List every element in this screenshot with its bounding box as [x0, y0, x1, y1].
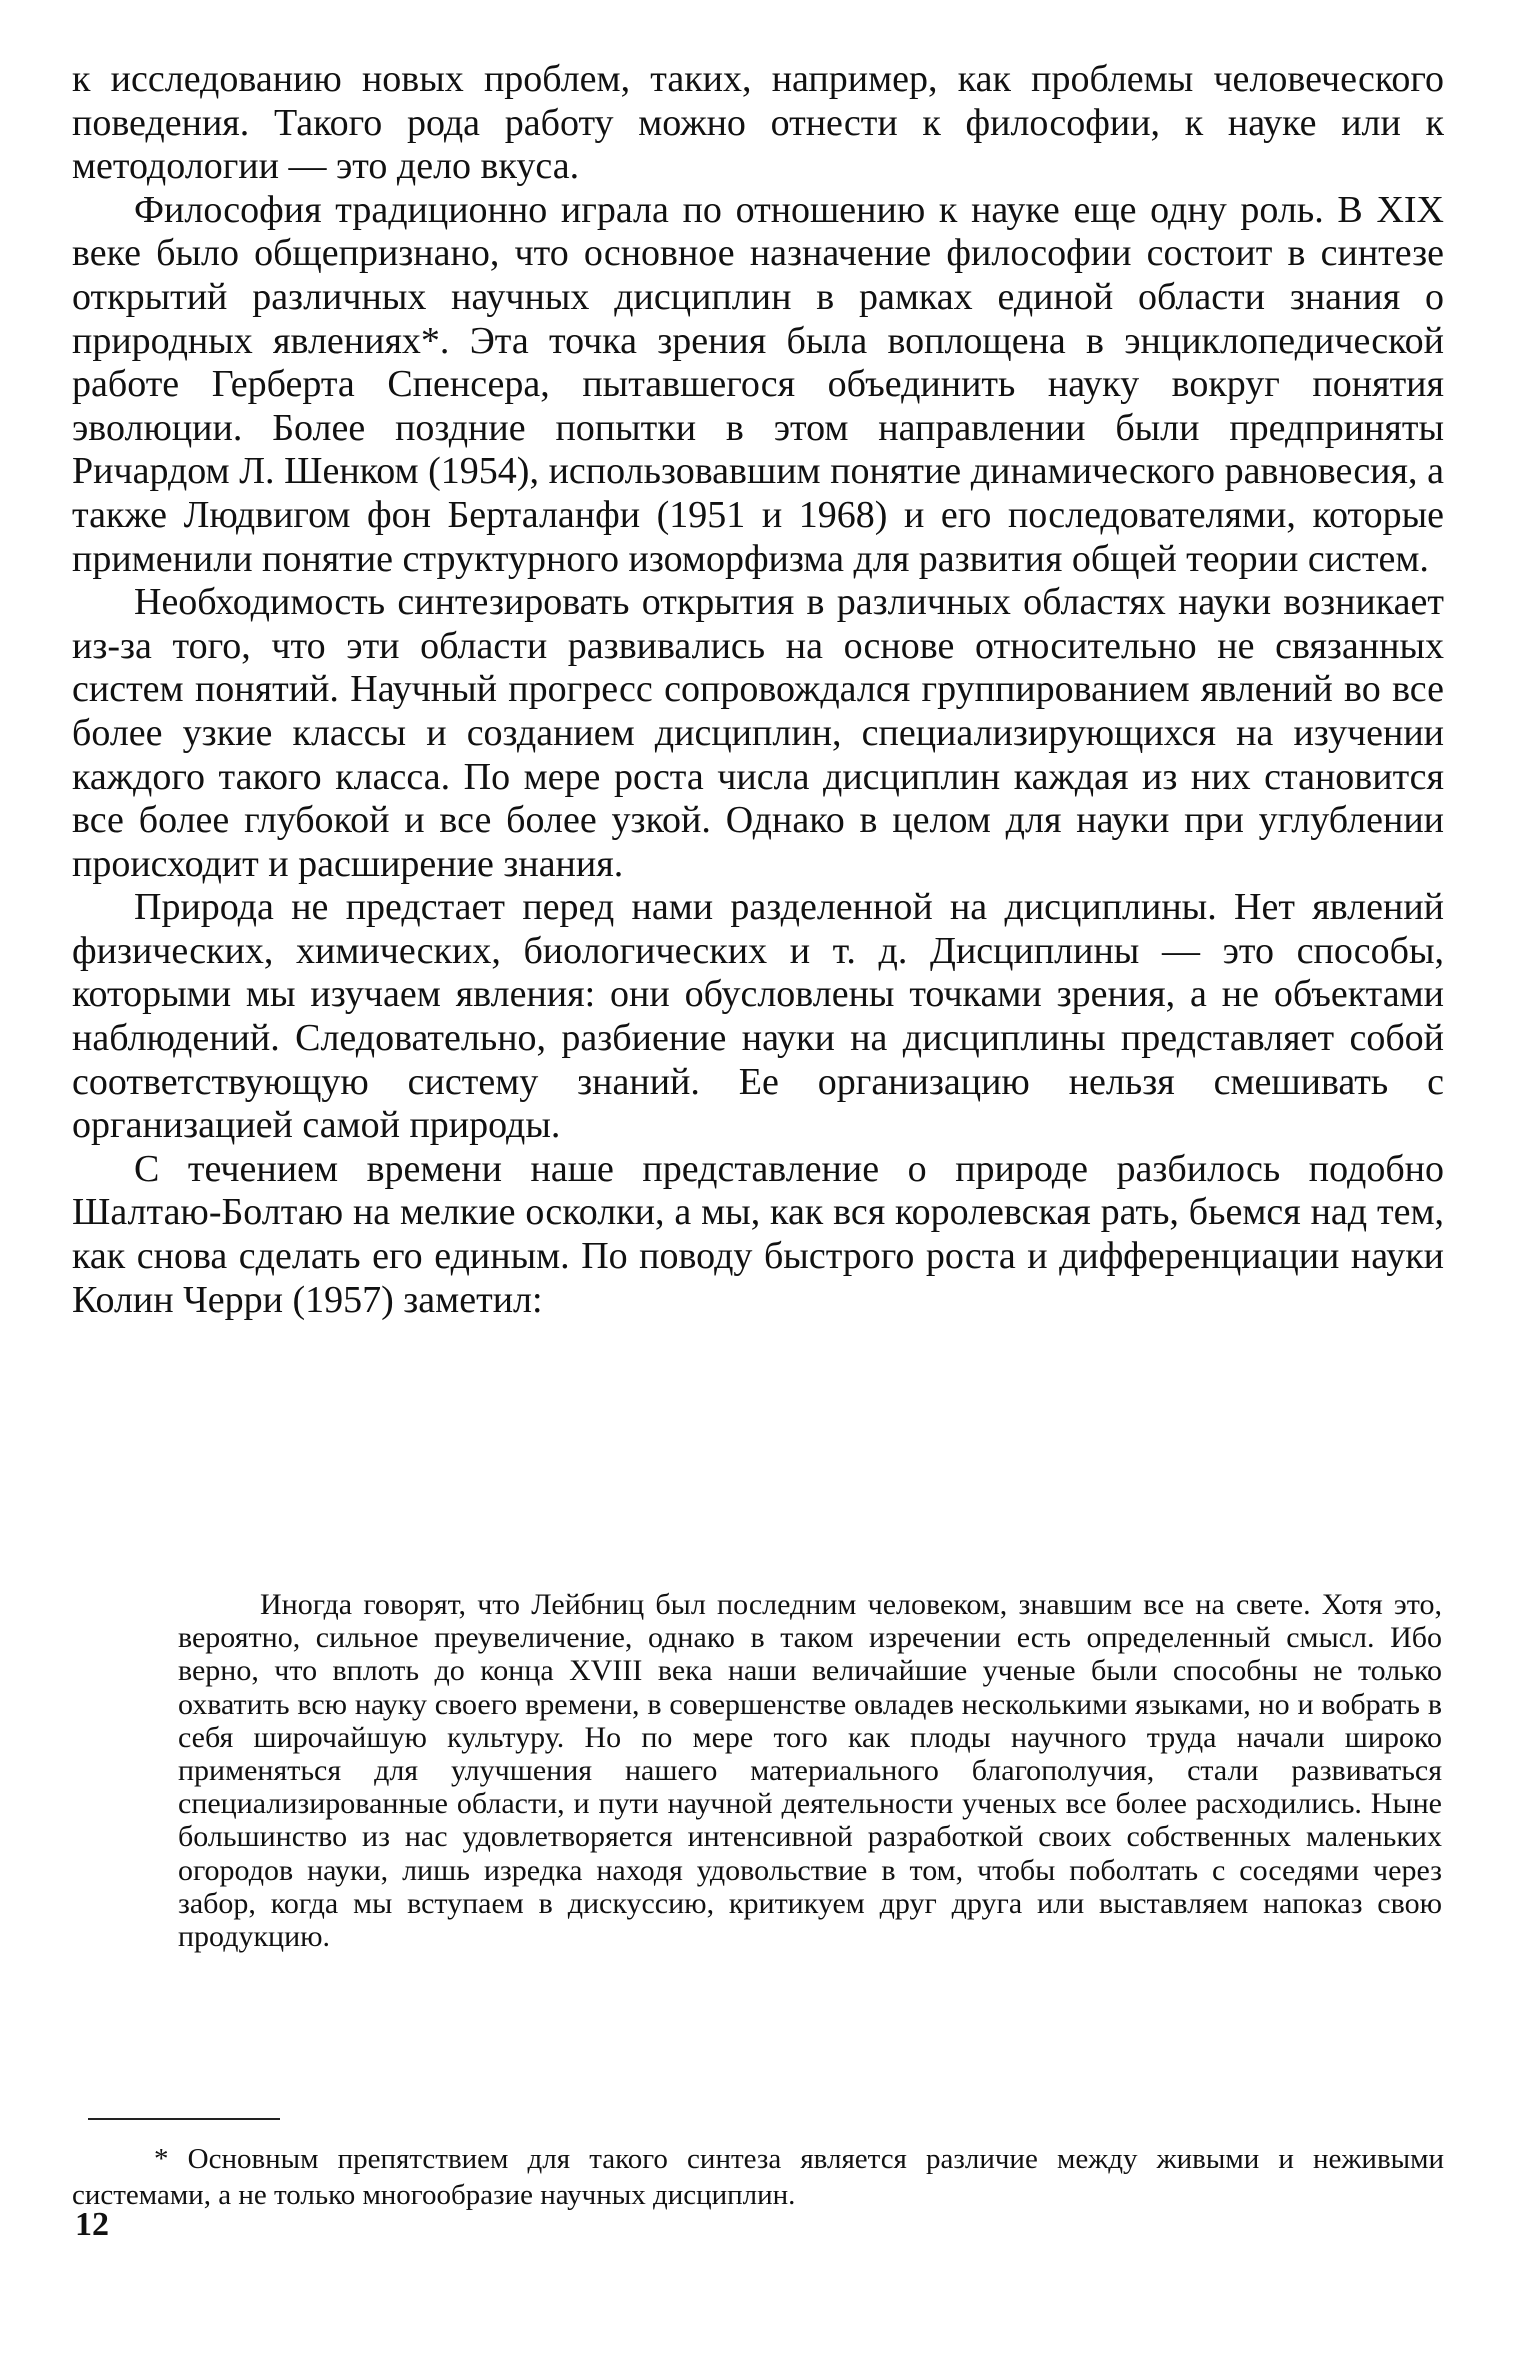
paragraph-synthesis-need: Необходимость синтезировать открытия в различных областях науки возникает из-за того, что эти области развивались на основе относительно не связанных систем понятий. Научный прогресс сопровождался группированием явлений во все более узкие классы и созданием дисциплин, специализирующихся на изучении каждого такого класса. По мере роста числа дисциплин каждая из них становится все более глубокой и все более узкой. Однако в целом для науки при углублении происходит и расширение знания.	[72, 581, 1444, 885]
main-text	[72, 58, 1444, 1322]
footnote-divider	[88, 2118, 280, 2120]
block-quote	[178, 1588, 1442, 1953]
page-number: 12	[75, 2206, 109, 2243]
paragraph-nature-disciplines: Природа не предстает перед нами разделенной на дисциплины. Нет явлений физических, химических, биологических и т. д. Дисциплины — это способы, которыми мы изучаем явления: они обусловлены точками зрения, а не объектами наблюдений. Следовательно, разбиение науки на дисциплины представляет собой соответствующую систему знаний. Ее организацию нельзя смешивать с организацией самой природы.	[72, 886, 1444, 1147]
paragraph-humpty-dumpty: С течением времени наше представление о природе разбилось подобно Шалтаю-Болтаю на мелкие осколки, а мы, как вся королевская рать, бьемся над тем, как снова сделать его единым. По поводу быстрого роста и дифференциации науки Колин Черри (1957) заметил:	[72, 1147, 1444, 1321]
footnote-text: * Основным препятствием для такого синтеза является различие между живыми и неживыми системами, а не только многообразие научных дисциплин.	[72, 2143, 1444, 2211]
paragraph-continued: к исследованию новых проблем, таких, например, как проблемы человеческого поведения. Такого рода работу можно отнести к философии, к науке или к методологии — это дело вкуса.	[72, 58, 1444, 188]
paragraph-philosophy-role: Философия традиционно играла по отношению к науке еще одну роль. В XIX веке было общепризнано, что основное назначение философии состоит в синтезе открытий различных научных дисциплин в рамках единой области знания о природных явлениях*. Эта точка зрения была воплощена в энциклопедической работе Герберта Спенсера, пытавшегося объединить науку вокруг понятия эволюции. Более поздние попытки в этом направлении были предприняты Ричардом Л. Шенком (1954), использовавшим понятие динамического равновесия, а также Людвигом фон Берталанфи (1951 и 1968) и его последователями, которые применили понятие структурного изоморфизма для развития общей теории систем.	[72, 188, 1444, 580]
block-quote-text: Иногда говорят, что Лейбниц был последним человеком, знавшим все на свете. Хотя это, вероятно, сильное преувеличение, однако в таком изречении есть определенный смысл. Ибо верно, что вплоть до конца XVIII века наши величайшие ученые были способны не только охватить всю науку своего времени, в совершенстве овладев несколькими языками, но и вобрать в себя широчайшую культуру. Но по мере того как плоды научного труда начали широко применяться для улучшения нашего материального благополучия, стали развиваться специализированные области, и пути научной деятельности ученых все более расходились. Ныне большинство из нас удовлетворяется интенсивной разработкой своих собственных маленьких огородов науки, лишь изредка находя удовольствие в том, чтобы поболтать с соседями через забор, когда мы вступаем в дискуссию, критикуем друг друга или выставляем напоказ свою продукцию.	[178, 1588, 1442, 1954]
footnote	[72, 2141, 1444, 2213]
